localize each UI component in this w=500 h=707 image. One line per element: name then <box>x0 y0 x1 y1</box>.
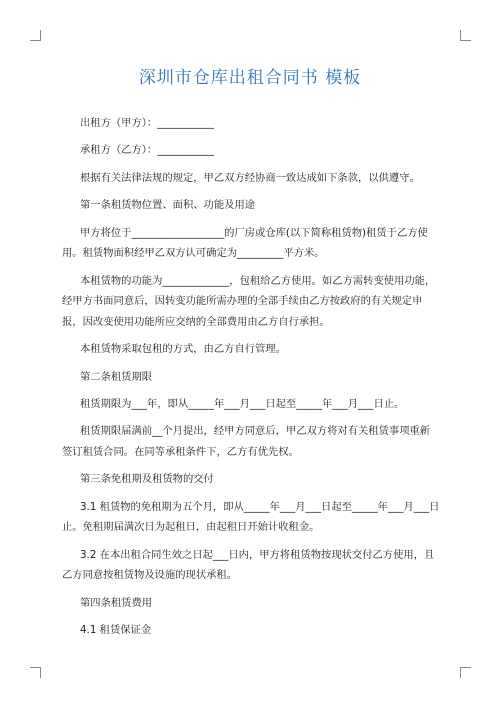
article-3-1: 3.1 租赁物的免租期为五个月，即从_____年___月___日起至_____年___月___日止。免租期届满次日为起租日，由起租日开始计收租金。 <box>62 500 440 534</box>
document-body <box>62 113 440 647</box>
corner-mark-bottom-right <box>460 667 471 678</box>
article-4-heading: 第四条租赁费用 <box>80 596 153 609</box>
corner-mark-bottom-left <box>30 667 41 678</box>
article-1-location: 甲方将位于__________________的厂房或仓库(以下简称租赁物)租赁于乙方使用。租赁物面积经甲乙双方认可确定为_________平方米。 <box>62 226 428 260</box>
article-3-heading: 第三条免租期及租赁物的交付 <box>80 473 214 486</box>
document-title: 深圳市仓库出租合同书 模板 <box>138 68 362 88</box>
lessee-field: 承租方（乙方）：___________ <box>80 144 214 157</box>
article-1-function: 本租赁物的功能为_____________，包租给乙方使用。如乙方需转变使用功能，经甲方书面同意后，因转变功能所需办理的全部手续由乙方按政府的有关规定申报，因改变使用功能所应交纳的全部费用由乙方自行承担。 <box>62 274 436 328</box>
article-2-heading: 第二条租赁期限 <box>80 370 153 383</box>
corner-mark-top-right <box>460 30 471 41</box>
article-3-2: 3.2 在本出租合同生效之日起___日内，甲方将租赁物按现状交付乙方使用，且乙方同意按租赁物及设施的现状承租。 <box>62 548 435 582</box>
corner-mark-top-left <box>30 30 41 41</box>
article-2-renewal: 租赁期限届满前__个月提出，经甲方同意后，甲乙双方将对有关租赁事项重新签订租赁合同。在同等承租条件下，乙方有优先权。 <box>62 425 431 458</box>
article-1-management: 本租赁物采取包租的方式，由乙方自行管理。 <box>80 343 286 356</box>
lessor-field: 出租方（甲方）：___________ <box>80 117 214 129</box>
article-4-1: 4.1 租赁保证金 <box>80 624 152 637</box>
article-1-heading: 第一条租赁物位置、面积、功能及用途 <box>80 199 256 212</box>
preamble: 根据有关法律法规的规定，甲乙双方经协商一致达成如下条款，以供遵守。 <box>80 171 420 184</box>
article-2-term: 租赁期限为___年，即从_____年___月___日起至_____年___月___日止。 <box>80 397 405 410</box>
